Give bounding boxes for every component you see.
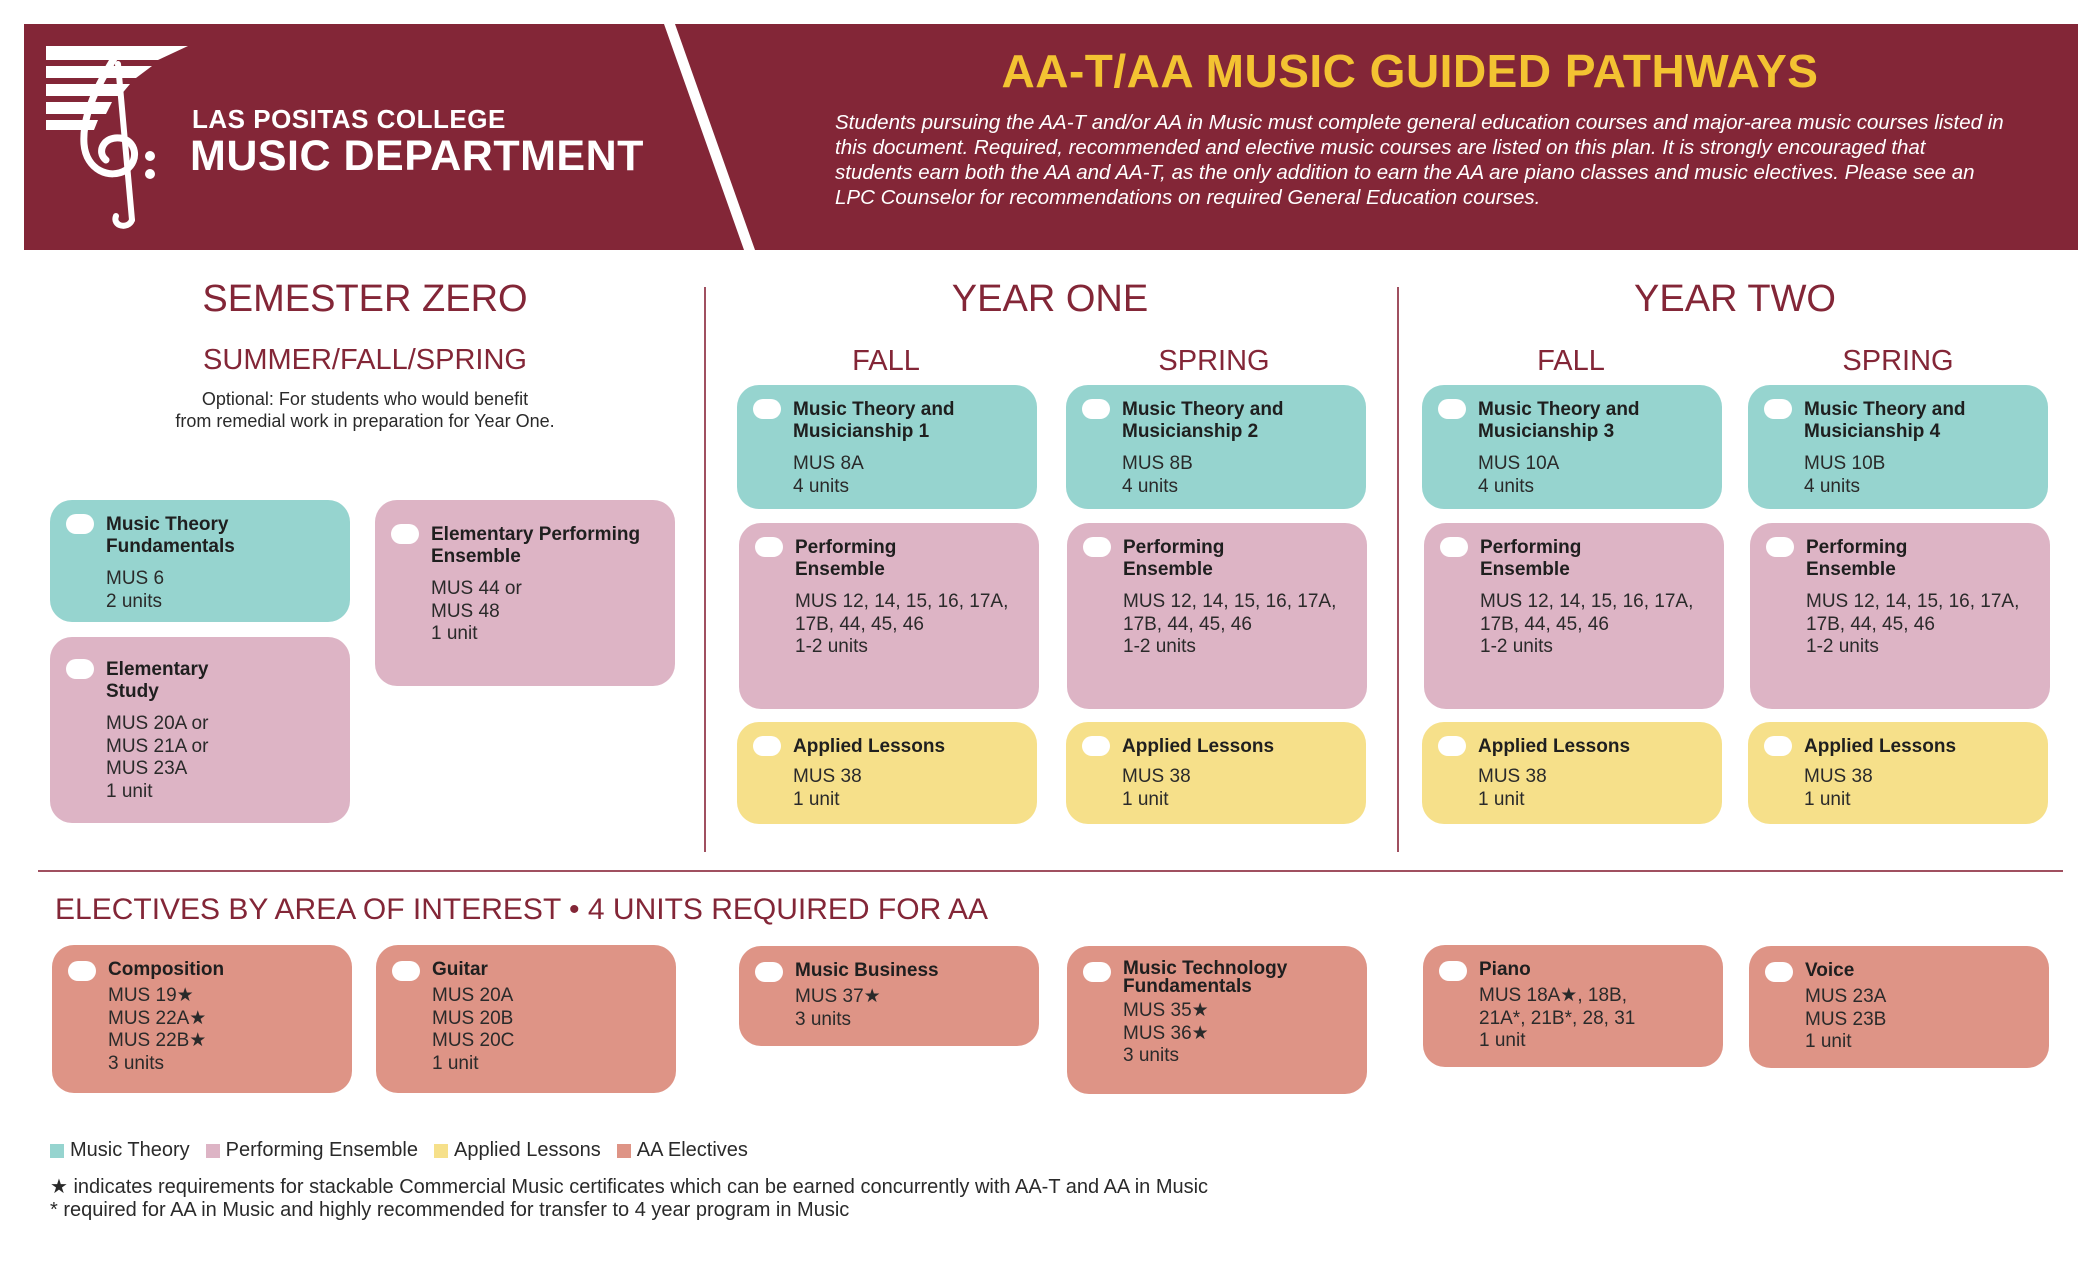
- elective-card-composition: Composition MUS 19★ MUS 22A★ MUS 22B★ 3 units: [52, 945, 352, 1093]
- course-card-performing-ensemble-y1-fall: Performing Ensemble MUS 12, 14, 15, 16, 17A, 17B, 44, 45, 46 1-2 units: [739, 523, 1039, 709]
- course-card-applied-lessons-y1-spring: Applied Lessons MUS 38 1 unit: [1066, 722, 1366, 824]
- intro-text: Students pursuing the AA-T and/or AA in Music must complete general education courses and major-area music courses listed in this document. Required, recommended and elective music courses are listed on this plan. It is strongly encouraged that students earn both the AA and AA-T, as the only addition to earn the AA are piano classes and music electives. Please see an LPC Counselor for recommendations on required General Education courses.: [835, 111, 2004, 209]
- course-card-performing-ensemble-y2-spring: Performing Ensemble MUS 12, 14, 15, 16, 17A, 17B, 44, 45, 46 1-2 units: [1750, 523, 2050, 709]
- year-two-fall-label: FALL: [1537, 345, 1605, 377]
- treble-clef-logo-icon: [40, 44, 190, 230]
- checkbox-circle-icon[interactable]: [392, 961, 420, 981]
- checkbox-circle-icon[interactable]: [753, 736, 781, 756]
- checkbox-circle-icon[interactable]: [1438, 399, 1466, 419]
- department-name: MUSIC DEPARTMENT: [190, 132, 644, 180]
- checkbox-circle-icon[interactable]: [755, 537, 783, 557]
- divider-left: [704, 287, 706, 852]
- semester-zero-note-line1: Optional: For students who would benefit: [201, 389, 529, 409]
- checkbox-circle-icon[interactable]: [68, 961, 96, 981]
- footnote-star: ★ indicates requirements for stackable Commercial Music certificates which can be earned concurrently with AA-T and AA in Music: [50, 1176, 1209, 1198]
- legend: [50, 1139, 764, 1162]
- year-one-spring-label: SPRING: [1158, 345, 1270, 377]
- year-two-heading: YEAR TWO: [1634, 278, 1836, 320]
- course-card-elementary-study: Elementary Study MUS 20A or MUS 21A or MUS 23A 1 unit: [50, 637, 350, 823]
- elective-card-music-technology: Music Technology Fundamentals MUS 35★ MUS 36★ 3 units: [1067, 946, 1367, 1094]
- course-card-theory-musicianship-4: Music Theory and Musicianship 4 MUS 10B 4 units: [1748, 385, 2048, 509]
- page-title: AA-T/AA MUSIC GUIDED PATHWAYS: [1001, 45, 1819, 97]
- checkbox-circle-icon[interactable]: [1765, 962, 1793, 982]
- electives-heading: ELECTIVES BY AREA OF INTEREST • 4 UNITS REQUIRED FOR AA: [55, 893, 988, 926]
- course-card-applied-lessons-y1-fall: Applied Lessons MUS 38 1 unit: [737, 722, 1037, 824]
- checkbox-circle-icon[interactable]: [1764, 736, 1792, 756]
- legend-item-aa-electives: AA Electives: [617, 1139, 748, 1162]
- checkbox-circle-icon[interactable]: [66, 514, 94, 534]
- semester-zero-note-line2: from remedial work in preparation for Year One.: [175, 411, 555, 431]
- legend-item-applied-lessons: Applied Lessons: [434, 1139, 601, 1162]
- checkbox-circle-icon[interactable]: [1438, 736, 1466, 756]
- elective-card-music-business: Music Business MUS 37★ 3 units: [739, 946, 1039, 1046]
- course-card-performing-ensemble-y1-spring: Performing Ensemble MUS 12, 14, 15, 16, 17A, 17B, 44, 45, 46 1-2 units: [1067, 523, 1367, 709]
- year-one-heading: YEAR ONE: [951, 278, 1149, 320]
- course-card-performing-ensemble-y2-fall: Performing Ensemble MUS 12, 14, 15, 16, 17A, 17B, 44, 45, 46 1-2 units: [1424, 523, 1724, 709]
- semester-zero-subheading: SUMMER/FALL/SPRING: [203, 344, 527, 376]
- elective-card-voice: Voice MUS 23A MUS 23B 1 unit: [1749, 946, 2049, 1068]
- legend-swatch: [50, 1144, 64, 1158]
- legend-swatch: [617, 1144, 631, 1158]
- checkbox-circle-icon[interactable]: [66, 659, 94, 679]
- electives-divider: [38, 870, 2063, 872]
- footnote-asterisk: * required for AA in Music and highly recommended for transfer to 4 year program in Music: [50, 1199, 850, 1221]
- checkbox-circle-icon[interactable]: [1764, 399, 1792, 419]
- checkbox-circle-icon[interactable]: [755, 962, 783, 982]
- checkbox-circle-icon[interactable]: [1440, 537, 1468, 557]
- legend-swatch: [434, 1144, 448, 1158]
- elective-card-guitar: Guitar MUS 20A MUS 20B MUS 20C 1 unit: [376, 945, 676, 1093]
- checkbox-circle-icon[interactable]: [753, 399, 781, 419]
- legend-item-performing-ensemble: Performing Ensemble: [206, 1139, 418, 1162]
- year-two-spring-label: SPRING: [1842, 345, 1954, 377]
- course-card-theory-musicianship-1: Music Theory and Musicianship 1 MUS 8A 4 units: [737, 385, 1037, 509]
- course-card-theory-musicianship-2: Music Theory and Musicianship 2 MUS 8B 4 units: [1066, 385, 1366, 509]
- semester-zero-heading: SEMESTER ZERO: [202, 278, 528, 320]
- course-card-applied-lessons-y2-spring: Applied Lessons MUS 38 1 unit: [1748, 722, 2048, 824]
- checkbox-circle-icon[interactable]: [1082, 736, 1110, 756]
- checkbox-circle-icon[interactable]: [1083, 537, 1111, 557]
- checkbox-circle-icon[interactable]: [1439, 961, 1467, 981]
- course-card-music-theory-fundamentals: Music Theory Fundamentals MUS 6 2 units: [50, 500, 350, 622]
- legend-swatch: [206, 1144, 220, 1158]
- elective-card-piano: Piano MUS 18A★, 18B, 21A*, 21B*, 28, 31 1 unit: [1423, 945, 1723, 1067]
- course-card-elementary-performing-ensemble: Elementary Performing Ensemble MUS 44 or MUS 48 1 unit: [375, 500, 675, 686]
- checkbox-circle-icon[interactable]: [1083, 962, 1111, 982]
- checkbox-circle-icon[interactable]: [1766, 537, 1794, 557]
- year-one-fall-label: FALL: [852, 345, 920, 377]
- divider-right: [1397, 287, 1399, 852]
- checkbox-circle-icon[interactable]: [391, 524, 419, 544]
- course-card-applied-lessons-y2-fall: Applied Lessons MUS 38 1 unit: [1422, 722, 1722, 824]
- college-name: LAS POSITAS COLLEGE: [192, 104, 506, 134]
- checkbox-circle-icon[interactable]: [1082, 399, 1110, 419]
- course-card-theory-musicianship-3: Music Theory and Musicianship 3 MUS 10A 4 units: [1422, 385, 1722, 509]
- legend-item-music-theory: Music Theory: [50, 1139, 190, 1162]
